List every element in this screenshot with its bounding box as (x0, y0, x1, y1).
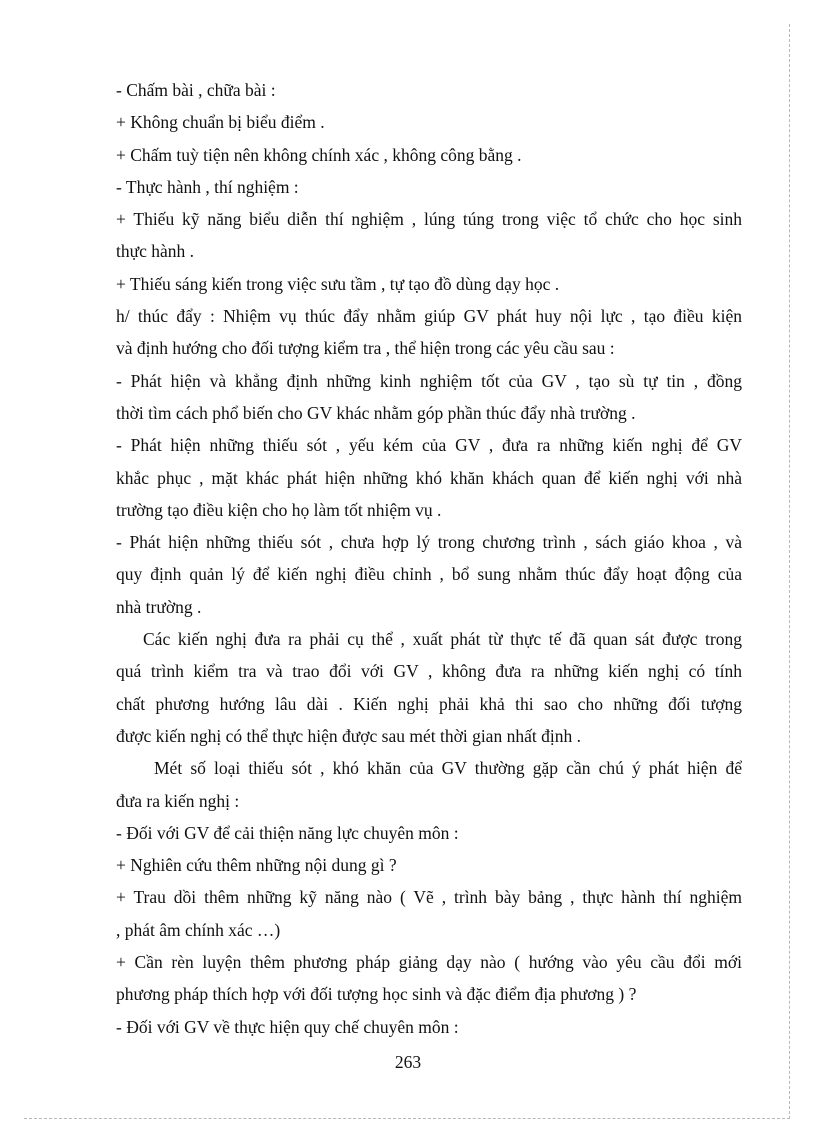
text-line: thực hành . (116, 241, 195, 262)
text-line: + Thiếu sáng kiến trong việc sưu tầm , tự tạo đồ dùng dạy học . (116, 273, 560, 294)
text-line: + Thiếu kỹ năng biểu diễn thí nghiệm , lúng túng trong việc tổ chức cho học sinh (116, 209, 742, 230)
text-line: - Đối với GV để cải thiện năng lực chuyên môn : (116, 822, 459, 843)
text-line: được kiến nghị có thể thực hiện được sau mét thời gian nhất định . (116, 725, 581, 746)
text-line: - Phát hiện những thiếu sót , chưa hợp lý trong chương trình , sách giáo khoa , và (116, 532, 742, 553)
text-line: - Phát hiện và khẳng định những kinh nghiệm tốt của GV , tạo sù tự tin , đồng (116, 370, 742, 391)
text-line: quy định quản lý để kiến nghị điều chỉnh , bổ sung nhằm thúc đẩy hoạt động của (116, 564, 742, 585)
text-line: nhà trường . (116, 596, 202, 617)
text-line: + Không chuẩn bị biểu điểm . (116, 112, 325, 133)
text-line: Các kiến nghị đưa ra phải cụ thể , xuất phát từ thực tế đã quan sát được trong (143, 629, 742, 650)
text-line: - Chấm bài , chữa bài : (116, 80, 276, 100)
document-body (116, 74, 742, 1043)
text-line: Mét số loại thiếu sót , khó khăn của GV thường gặp cần chú ý phát hiện để (154, 758, 742, 779)
text-line: , phát âm chính xác …) (116, 919, 281, 940)
text-line: phương pháp thích hợp với đối tượng học sinh và đặc điểm địa phương ) ? (116, 984, 637, 1005)
page-number: 263 (394, 1052, 422, 1072)
text-line: - Thực hành , thí nghiệm : (116, 176, 299, 197)
text-line: trường tạo điều kiện cho họ làm tốt nhiệm vụ . (116, 499, 442, 520)
text-line: + Trau dồi thêm những kỹ năng nào ( Vẽ , trình bày bảng , thực hành thí nghiệm (116, 887, 742, 908)
text-line: chất phương hướng lâu dài . Kiến nghị phải khả thi sao cho những đối tượng (116, 693, 742, 714)
text-line: + Cần rèn luyện thêm phương pháp giảng dạy nào ( hướng vào yêu cầu đổi mới (116, 952, 742, 973)
text-line: h/ thúc đẩy : Nhiệm vụ thúc đẩy nhằm giúp GV phát huy nội lực , tạo điều kiện (116, 306, 742, 327)
text-line: - Phát hiện những thiếu sót , yếu kém của GV , đưa ra những kiến nghị để GV (116, 435, 742, 456)
text-line: thời tìm cách phổ biến cho GV khác nhằm góp phần thúc đẩy nhà trường . (116, 402, 636, 423)
text-line: quá trình kiểm tra và trao đổi với GV , không đưa ra những kiến nghị có tính (116, 661, 742, 682)
text-line: khắc phục , mặt khác phát hiện những khó khăn khách quan để kiến nghị với nhà (116, 467, 742, 488)
text-line: + Chấm tuỳ tiện nên không chính xác , không công bằng . (116, 144, 522, 165)
text-line: và định hướng cho đối tượng kiểm tra , thể hiện trong các yêu cầu sau : (116, 338, 615, 359)
text-line: đưa ra kiến nghị : (116, 790, 240, 811)
text-line: - Đối với GV về thực hiện quy chế chuyên môn : (116, 1016, 459, 1037)
text-line: + Nghiên cứu thêm những nội dung gì ? (116, 855, 397, 876)
